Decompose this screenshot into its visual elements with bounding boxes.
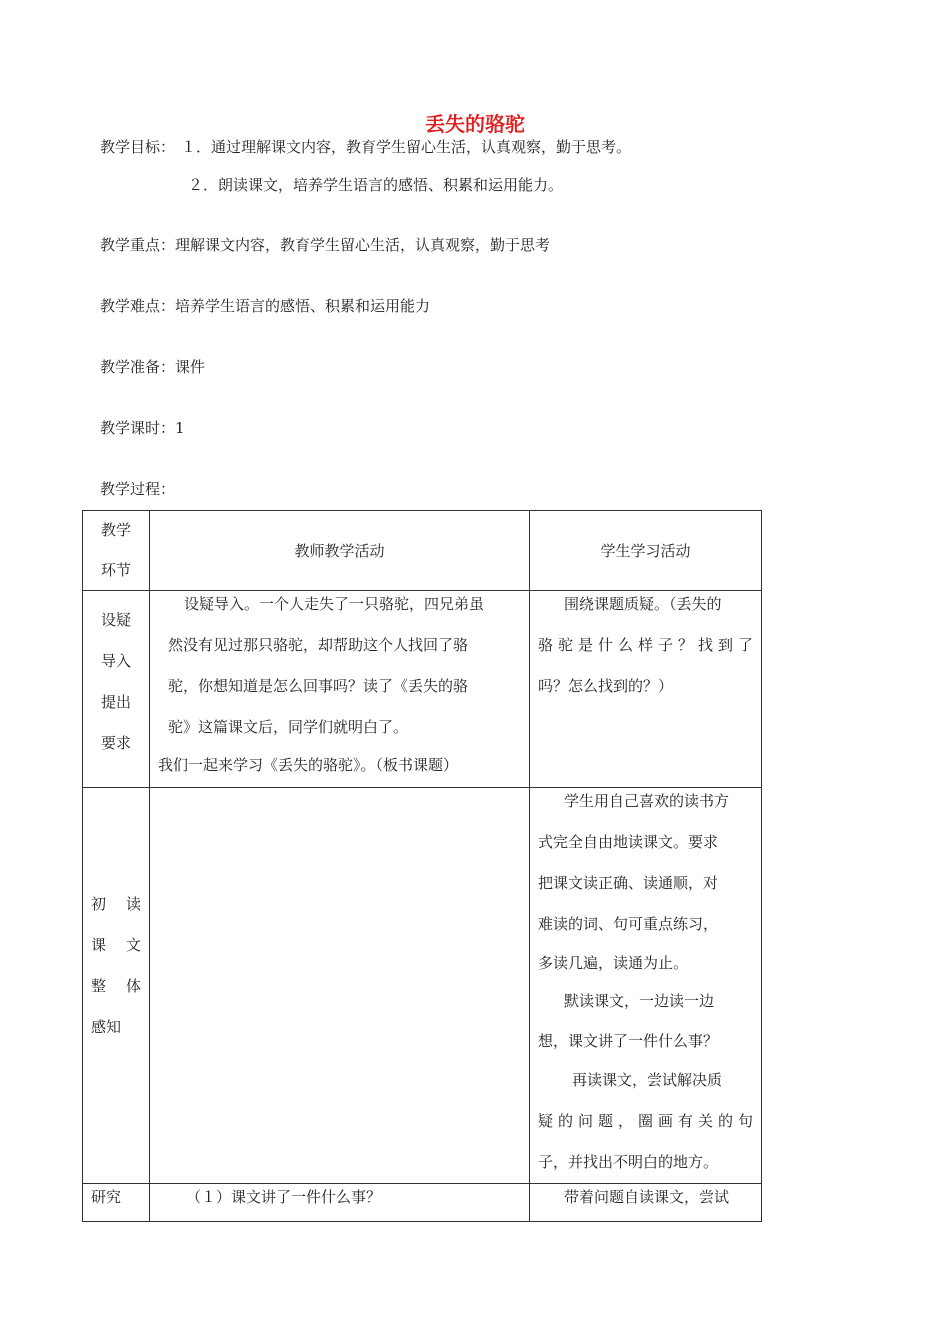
- row1-teacher-line: 驼》这篇课文后，同学们就明白了。: [168, 718, 409, 736]
- row2-section-line: 初 读: [91, 895, 141, 913]
- row2-student-line: 难读的词、句可重点练习，: [538, 915, 719, 933]
- row2-student-line: 式完全自由地读课文。要求: [538, 833, 719, 851]
- row1-teacher-line: 然没有见过那只骆驼，却帮助这个人找回了骆: [168, 636, 469, 654]
- document-title: 丢失的骆驼: [425, 112, 525, 136]
- row2-section-line: 感知: [91, 1018, 122, 1036]
- row1-teacher-line: 驼，你想知道是怎么回事吗？读了《丢失的骆: [168, 677, 469, 695]
- row2-student-line: 默读课文，一边读一边: [564, 992, 715, 1010]
- row3-teacher-cell: [150, 1184, 530, 1222]
- row2-teacher-cell: [150, 788, 530, 1184]
- goal-label: 教学目标：: [100, 138, 176, 156]
- key-point: 教学重点：理解课文内容，教育学生留心生活，认真观察，勤于思考: [100, 236, 551, 254]
- row1-teacher-line: 我们一起来学习《丢失的骆驼》。（板书课题）: [158, 756, 459, 774]
- row1-student-line: 围绕课题质疑。（丢失的: [564, 595, 722, 613]
- row2-student-line: 把课文读正确、读通顺，对: [538, 874, 719, 892]
- lesson-table: [82, 510, 762, 1222]
- table-row: [83, 1184, 762, 1222]
- row1-section-line: 要求: [100, 734, 131, 752]
- row1-section-line: 提出: [100, 693, 131, 711]
- goal-2: ２．朗读课文，培养学生语言的感悟、积累和运用能力。: [188, 176, 564, 194]
- row2-student-cell: [530, 788, 762, 1184]
- row3-section: 研究: [91, 1188, 122, 1206]
- row1-teacher-cell: [150, 591, 530, 788]
- row2-section-line: 课 文: [91, 936, 141, 954]
- header-student: 学生学习活动: [530, 511, 762, 591]
- header-teacher: 教师教学活动: [150, 511, 530, 591]
- goal-line-1: [100, 136, 631, 157]
- row1-student-line: 骆驼是什么样子？找到了: [538, 636, 753, 654]
- row2-student-line: 想，课文讲了一件什么事？: [538, 1032, 719, 1050]
- row1-section-cell: [83, 591, 150, 788]
- row2-section-line: 整 体: [91, 977, 141, 995]
- row3-student-cell: [530, 1184, 762, 1222]
- difficulty: 教学难点：培养学生语言的感悟、积累和运用能力: [100, 297, 431, 315]
- table-header-row: [83, 511, 762, 591]
- class-hours: 教学课时：1: [100, 419, 185, 437]
- preparation: 教学准备：课件: [100, 358, 206, 376]
- row3-student: 带着问题自读课文，尝试: [564, 1188, 730, 1206]
- row2-student-line: 学生用自己喜欢的读书方: [564, 792, 730, 810]
- row2-section-cell: [83, 788, 150, 1184]
- header-section-line1: 教学: [100, 521, 131, 539]
- row1-teacher-line: 设疑导入。一个人走失了一只骆驼，四兄弟虽: [184, 595, 485, 613]
- process-label: 教学过程：: [100, 480, 176, 498]
- row1-section-line: 导入: [100, 652, 131, 670]
- row1-student-cell: [530, 591, 762, 788]
- row2-student-line: 子，并找出不明白的地方。: [538, 1153, 719, 1171]
- row2-student-line: 多读几遍，读通为止。: [538, 954, 689, 972]
- row1-student-line: 吗？怎么找到的？）: [538, 677, 674, 695]
- row2-student-line: 再读课文，尝试解决质: [572, 1071, 723, 1089]
- row1-section-line: 设疑: [100, 611, 131, 629]
- row2-student-line: 疑的问题，圈画有关的句: [538, 1112, 753, 1130]
- table-row: [83, 591, 762, 788]
- goal-1: １．通过理解课文内容，教育学生留心生活，认真观察，勤于思考。: [181, 138, 632, 156]
- row3-section-cell: [83, 1184, 150, 1222]
- header-section-line2: 环节: [100, 561, 131, 579]
- row3-teacher: （１）课文讲了一件什么事？: [186, 1188, 382, 1206]
- table-row: [83, 788, 762, 1184]
- header-section-cell: [83, 511, 150, 591]
